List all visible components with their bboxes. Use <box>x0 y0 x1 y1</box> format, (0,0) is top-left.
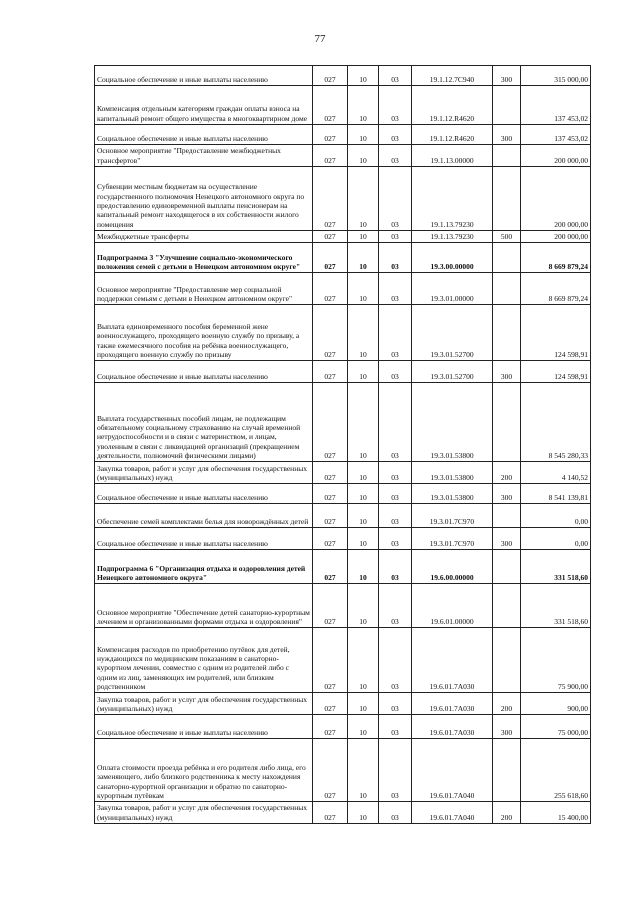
target-article-cell: 19.3.01.53800 <box>412 383 493 462</box>
target-article-cell: 19.1.13.79230 <box>412 231 493 243</box>
subsection-code-cell: 03 <box>379 167 412 231</box>
section-code-cell: 10 <box>348 125 379 145</box>
expense-type-cell: 300 <box>493 361 521 383</box>
ministry-code-cell: 027 <box>313 243 348 273</box>
expense-type-cell <box>493 145 521 167</box>
target-article-cell: 19.3.00.00000 <box>412 243 493 273</box>
row-name-cell: Социальное обеспечение и иные выплаты населению <box>95 715 313 739</box>
section-code-cell: 10 <box>348 739 379 802</box>
section-code-cell: 10 <box>348 305 379 361</box>
target-article-cell: 19.6.01.7А040 <box>412 802 493 824</box>
table-row <box>95 167 591 231</box>
target-article-cell: 19.6.00.00000 <box>412 550 493 584</box>
row-name-cell: Социальное обеспечение и иные выплаты населению <box>95 484 313 504</box>
expense-type-cell <box>493 584 521 628</box>
section-code-cell: 10 <box>348 145 379 167</box>
row-name-cell: Основное мероприятие "Обеспечение детей санаторно-курортным лечением и организованными формами отдыха и оздоровления" <box>95 584 313 628</box>
amount-cell: 137 453,02 <box>521 125 591 145</box>
amount-cell: 315 000,00 <box>521 66 591 86</box>
subsection-code-cell: 03 <box>379 243 412 273</box>
target-article-cell: 19.3.01.7С970 <box>412 528 493 550</box>
ministry-code-cell: 027 <box>313 462 348 484</box>
section-code-cell: 10 <box>348 584 379 628</box>
ministry-code-cell: 027 <box>313 125 348 145</box>
amount-cell: 255 618,60 <box>521 739 591 802</box>
table-row <box>95 273 591 305</box>
ministry-code-cell: 027 <box>313 273 348 305</box>
ministry-code-cell: 027 <box>313 550 348 584</box>
section-code-cell: 10 <box>348 693 379 715</box>
table-row <box>95 628 591 693</box>
section-code-cell: 10 <box>348 715 379 739</box>
expense-type-cell <box>493 167 521 231</box>
target-article-cell: 19.3.01.52700 <box>412 361 493 383</box>
target-article-cell: 19.6.01.00000 <box>412 584 493 628</box>
ministry-code-cell: 027 <box>313 715 348 739</box>
expense-type-cell: 300 <box>493 484 521 504</box>
amount-cell: 200 000,00 <box>521 231 591 243</box>
amount-cell: 75 000,00 <box>521 715 591 739</box>
ministry-code-cell: 027 <box>313 504 348 528</box>
row-name-cell: Основное мероприятие "Предоставление мер социальной поддержки семьям с детьми в Ненецком автономном округе" <box>95 273 313 305</box>
budget-table <box>94 65 591 824</box>
expense-type-cell: 200 <box>493 462 521 484</box>
table-row <box>95 66 591 86</box>
subsection-code-cell: 03 <box>379 528 412 550</box>
amount-cell: 200 000,00 <box>521 167 591 231</box>
table-row <box>95 145 591 167</box>
expense-type-cell: 300 <box>493 66 521 86</box>
section-code-cell: 10 <box>348 550 379 584</box>
target-article-cell: 19.6.01.7А030 <box>412 628 493 693</box>
amount-cell: 8 541 139,81 <box>521 484 591 504</box>
row-name-cell: Закупка товаров, работ и услуг для обеспечения государственных (муниципальных) нужд <box>95 802 313 824</box>
amount-cell: 8 545 280,33 <box>521 383 591 462</box>
target-article-cell: 19.1.12.R4620 <box>412 86 493 125</box>
row-name-cell: Обеспечение семей комплектами белья для новорождённых детей <box>95 504 313 528</box>
subsection-code-cell: 03 <box>379 628 412 693</box>
table-row <box>95 584 591 628</box>
section-code-cell: 10 <box>348 273 379 305</box>
table-row <box>95 715 591 739</box>
expense-type-cell: 300 <box>493 715 521 739</box>
row-name-cell: Подпрограмма 3 "Улучшение социально-экономического положения семей с детьми в Ненецком автономном округе" <box>95 243 313 273</box>
ministry-code-cell: 027 <box>313 145 348 167</box>
subsection-code-cell: 03 <box>379 484 412 504</box>
section-code-cell: 10 <box>348 528 379 550</box>
table-row <box>95 231 591 243</box>
expense-type-cell: 200 <box>493 802 521 824</box>
amount-cell: 0,00 <box>521 528 591 550</box>
ministry-code-cell: 027 <box>313 528 348 550</box>
expense-type-cell: 300 <box>493 125 521 145</box>
expense-type-cell <box>493 628 521 693</box>
subsection-code-cell: 03 <box>379 504 412 528</box>
subsection-code-cell: 03 <box>379 715 412 739</box>
table-row <box>95 528 591 550</box>
target-article-cell: 19.1.12.7С940 <box>412 66 493 86</box>
row-name-cell: Закупка товаров, работ и услуг для обеспечения государственных (муниципальных) нужд <box>95 693 313 715</box>
ministry-code-cell: 027 <box>313 802 348 824</box>
table-row <box>95 462 591 484</box>
row-name-cell: Межбюджетные трансферты <box>95 231 313 243</box>
amount-cell: 124 598,91 <box>521 361 591 383</box>
row-name-cell: Основное мероприятие "Предоставление межбюджетных трансфертов" <box>95 145 313 167</box>
subsection-code-cell: 03 <box>379 462 412 484</box>
expense-type-cell: 500 <box>493 231 521 243</box>
subsection-code-cell: 03 <box>379 125 412 145</box>
expense-type-cell <box>493 550 521 584</box>
table-row <box>95 484 591 504</box>
ministry-code-cell: 027 <box>313 167 348 231</box>
subsection-code-cell: 03 <box>379 361 412 383</box>
amount-cell: 137 453,02 <box>521 86 591 125</box>
table-row <box>95 305 591 361</box>
row-name-cell: Оплата стоимости проезда ребёнка и его родителя либо лица, его заменяющего, либо близкого родственника к месту нахождения санаторно-курортной организации и обратно по санаторно-курортным путёвкам <box>95 739 313 802</box>
subsection-code-cell: 03 <box>379 231 412 243</box>
subsection-code-cell: 03 <box>379 383 412 462</box>
row-name-cell: Социальное обеспечение и иные выплаты населению <box>95 125 313 145</box>
ministry-code-cell: 027 <box>313 305 348 361</box>
ministry-code-cell: 027 <box>313 361 348 383</box>
expense-type-cell <box>493 243 521 273</box>
row-name-cell: Субвенции местным бюджетам на осуществление государственного полномочия Ненецкого автономного округа по предоставлению единовременной выплаты пенсионерам на капитальный ремонт находящегося в их собственности жилого помещения <box>95 167 313 231</box>
table-row <box>95 739 591 802</box>
amount-cell: 900,00 <box>521 693 591 715</box>
target-article-cell: 19.6.01.7А030 <box>412 693 493 715</box>
amount-cell: 8 669 879,24 <box>521 273 591 305</box>
subsection-code-cell: 03 <box>379 739 412 802</box>
table-row <box>95 550 591 584</box>
ministry-code-cell: 027 <box>313 484 348 504</box>
section-code-cell: 10 <box>348 167 379 231</box>
amount-cell: 15 400,00 <box>521 802 591 824</box>
amount-cell: 331 518,60 <box>521 550 591 584</box>
row-name-cell: Компенсация отдельным категориям граждан оплаты взноса на капитальный ремонт общего имущества в многоквартирном доме <box>95 86 313 125</box>
subsection-code-cell: 03 <box>379 273 412 305</box>
table-row <box>95 802 591 824</box>
expense-type-cell: 300 <box>493 528 521 550</box>
subsection-code-cell: 03 <box>379 66 412 86</box>
section-code-cell: 10 <box>348 86 379 125</box>
target-article-cell: 19.6.01.7А030 <box>412 715 493 739</box>
section-code-cell: 10 <box>348 802 379 824</box>
page-number: 77 <box>314 33 326 45</box>
section-code-cell: 10 <box>348 66 379 86</box>
ministry-code-cell: 027 <box>313 739 348 802</box>
section-code-cell: 10 <box>348 383 379 462</box>
ministry-code-cell: 027 <box>313 584 348 628</box>
subsection-code-cell: 03 <box>379 305 412 361</box>
target-article-cell: 19.3.01.00000 <box>412 273 493 305</box>
section-code-cell: 10 <box>348 231 379 243</box>
ministry-code-cell: 027 <box>313 628 348 693</box>
table-row <box>95 86 591 125</box>
section-code-cell: 10 <box>348 462 379 484</box>
target-article-cell: 19.3.01.52700 <box>412 305 493 361</box>
subsection-code-cell: 03 <box>379 145 412 167</box>
ministry-code-cell: 027 <box>313 383 348 462</box>
ministry-code-cell: 027 <box>313 693 348 715</box>
target-article-cell: 19.3.01.7С970 <box>412 504 493 528</box>
table-row <box>95 693 591 715</box>
table-row <box>95 504 591 528</box>
table-row <box>95 125 591 145</box>
amount-cell: 4 140,52 <box>521 462 591 484</box>
table-row <box>95 361 591 383</box>
subsection-code-cell: 03 <box>379 550 412 584</box>
target-article-cell: 19.3.01.53800 <box>412 462 493 484</box>
expense-type-cell <box>493 86 521 125</box>
section-code-cell: 10 <box>348 243 379 273</box>
amount-cell: 0,00 <box>521 504 591 528</box>
section-code-cell: 10 <box>348 504 379 528</box>
row-name-cell: Подпрограмма 6 "Организация отдыха и оздоровления детей Ненецкого автономного округа" <box>95 550 313 584</box>
row-name-cell: Социальное обеспечение и иные выплаты населению <box>95 66 313 86</box>
target-article-cell: 19.6.01.7А040 <box>412 739 493 802</box>
row-name-cell: Компенсация расходов по приобретению путёвок для детей, нуждающихся по медицинским показаниям в санаторно-курортном лечении, совместно с одним из родителей либо с одним из лиц, заменяющих им родителей, или близким родственником <box>95 628 313 693</box>
amount-cell: 124 598,91 <box>521 305 591 361</box>
row-name-cell: Выплата государственных пособий лицам, не подлежащим обязательному социальному страхованию на случай временной нетрудоспособности и в связи с материнством, и лицам, уволенным в связи с ликвидацией организаций (прекращением деятельности, полномочий физическими лицами) <box>95 383 313 462</box>
ministry-code-cell: 027 <box>313 66 348 86</box>
section-code-cell: 10 <box>348 484 379 504</box>
target-article-cell: 19.1.13.79230 <box>412 167 493 231</box>
row-name-cell: Выплата единовременного пособия беременной жене военнослужащего, проходящего военную службу по призыву, а также ежемесячного пособия на ребёнка военнослужащего, проходящего военную службу по призыву <box>95 305 313 361</box>
section-code-cell: 10 <box>348 628 379 693</box>
ministry-code-cell: 027 <box>313 86 348 125</box>
subsection-code-cell: 03 <box>379 584 412 628</box>
amount-cell: 331 518,60 <box>521 584 591 628</box>
row-name-cell: Социальное обеспечение и иные выплаты населению <box>95 361 313 383</box>
table-body <box>95 66 591 824</box>
expense-type-cell <box>493 739 521 802</box>
expense-type-cell <box>493 504 521 528</box>
target-article-cell: 19.3.01.53800 <box>412 484 493 504</box>
row-name-cell: Закупка товаров, работ и услуг для обеспечения государственных (муниципальных) нужд <box>95 462 313 484</box>
target-article-cell: 19.1.12.R4620 <box>412 125 493 145</box>
row-name-cell: Социальное обеспечение и иные выплаты населению <box>95 528 313 550</box>
expense-type-cell <box>493 273 521 305</box>
target-article-cell: 19.1.13.00000 <box>412 145 493 167</box>
table-row <box>95 383 591 462</box>
subsection-code-cell: 03 <box>379 693 412 715</box>
table-row <box>95 243 591 273</box>
amount-cell: 75 900,00 <box>521 628 591 693</box>
ministry-code-cell: 027 <box>313 231 348 243</box>
subsection-code-cell: 03 <box>379 86 412 125</box>
subsection-code-cell: 03 <box>379 802 412 824</box>
section-code-cell: 10 <box>348 361 379 383</box>
expense-type-cell <box>493 383 521 462</box>
expense-type-cell <box>493 305 521 361</box>
amount-cell: 8 669 879,24 <box>521 243 591 273</box>
expense-type-cell: 200 <box>493 693 521 715</box>
amount-cell: 200 000,00 <box>521 145 591 167</box>
